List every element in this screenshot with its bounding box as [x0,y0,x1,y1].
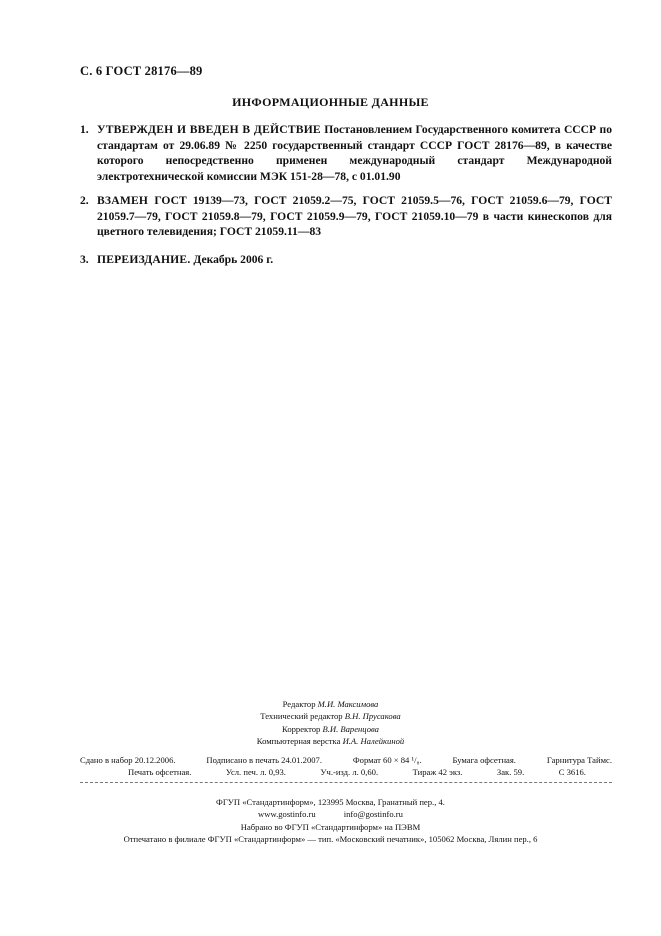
credit-editor [0,698,661,710]
item-number: 1. [80,123,89,136]
credit-person: В.И. Варенцова [322,723,379,734]
credit-person: М.И. Максимова [317,699,379,709]
credit-person: И.А. Налейкиной [342,736,405,747]
publisher-typeset: Набрано во ФГУП «Стандартинформ» на ПЭВМ [240,821,421,832]
print-data-cell: Уч.-изд. л. 0,60. [320,767,379,777]
publisher-address: ФГУП «Стандартинформ», 123995 Москва, Гранатный пер., 4. [216,797,445,807]
section-title: ИНФОРМАЦИОННЫЕ ДАННЫЕ [232,95,429,109]
print-data-row [80,754,612,766]
credit-role: Редактор [282,699,318,709]
credit-role: Корректор [282,723,323,734]
publisher-block [0,796,661,846]
item-text: Постановлением Государственного комитета СССР по стандартам от 29.06.89 № 2250 государственный стандарт СССР ГОСТ 28176—89, в качестве которого непосредственно применен международный стандарт Международной электротехнической комиссии МЭК 151-28—78, с 01.01.90 [97,123,612,183]
item-lead: УТВЕРЖДЕН И ВВЕДЕН В ДЕЙСТВИЕ [97,123,321,136]
print-data-cell: Формат 60 × 84 ¹/₈. [352,755,422,765]
item-number: 2. [80,194,89,207]
print-data-cell: С 3616. [558,767,586,777]
print-data-cell: Тираж 42 экз. [412,767,463,777]
print-data-block [80,754,612,778]
credits-block [0,698,661,748]
credit-corrector [0,723,661,735]
info-item-replaces [80,193,612,240]
print-data-cell: Гарнитура Таймс. [546,755,612,765]
print-data-cell: Печать офсетная. [128,767,192,777]
info-item-approval [80,122,612,184]
publisher-website[interactable]: www.gostinfo.ru [258,809,316,820]
item-text: ГОСТ 19139—73, ГОСТ 21059.2—75, ГОСТ 21059.5—76, ГОСТ 21059.6—79, ГОСТ 21059.7—79, ГОСТ 21059.8—79, ГОСТ 21059.9—79, ГОСТ 21059.10—79 в части кинескопов для цветного телевидения; ГОСТ 21059.11—83 [97,194,612,238]
print-data-cell: Бумага офсетная. [452,755,516,765]
item-text: Декабрь 2006 г. [190,252,274,266]
print-data-cell: Усл. печ. л. 0,93. [225,767,286,777]
item-number: 3. [80,252,89,266]
print-data-cell: Зак. 59. [496,767,525,777]
print-data-cell: Подписано в печать 24.01.2007. [206,755,322,765]
divider [80,782,612,783]
publisher-printed: Отпечатано в филиале ФГУП «Стандартинформ» — тип. «Московский печатник», 105062 Москва, Лялин пер., 6 [123,834,538,845]
page-header: С. 6 ГОСТ 28176—89 [80,64,203,78]
credit-tech-editor [0,710,661,722]
publisher-email[interactable]: info@gostinfo.ru [343,809,403,820]
credit-role: Компьютерная верстка [256,736,343,747]
credit-layout [0,735,661,747]
info-list [80,122,612,276]
credit-role: Технический редактор [260,711,345,722]
credit-person: В.Н. Прусакова [344,711,401,722]
print-data-row [80,766,612,778]
item-lead: ВЗАМЕН [97,194,149,207]
publisher-contacts [0,808,661,820]
print-data-cell: Сдано в набор 20.12.2006. [80,755,176,765]
item-lead: ПЕРЕИЗДАНИЕ. [97,252,191,266]
info-item-reissue [80,252,612,268]
